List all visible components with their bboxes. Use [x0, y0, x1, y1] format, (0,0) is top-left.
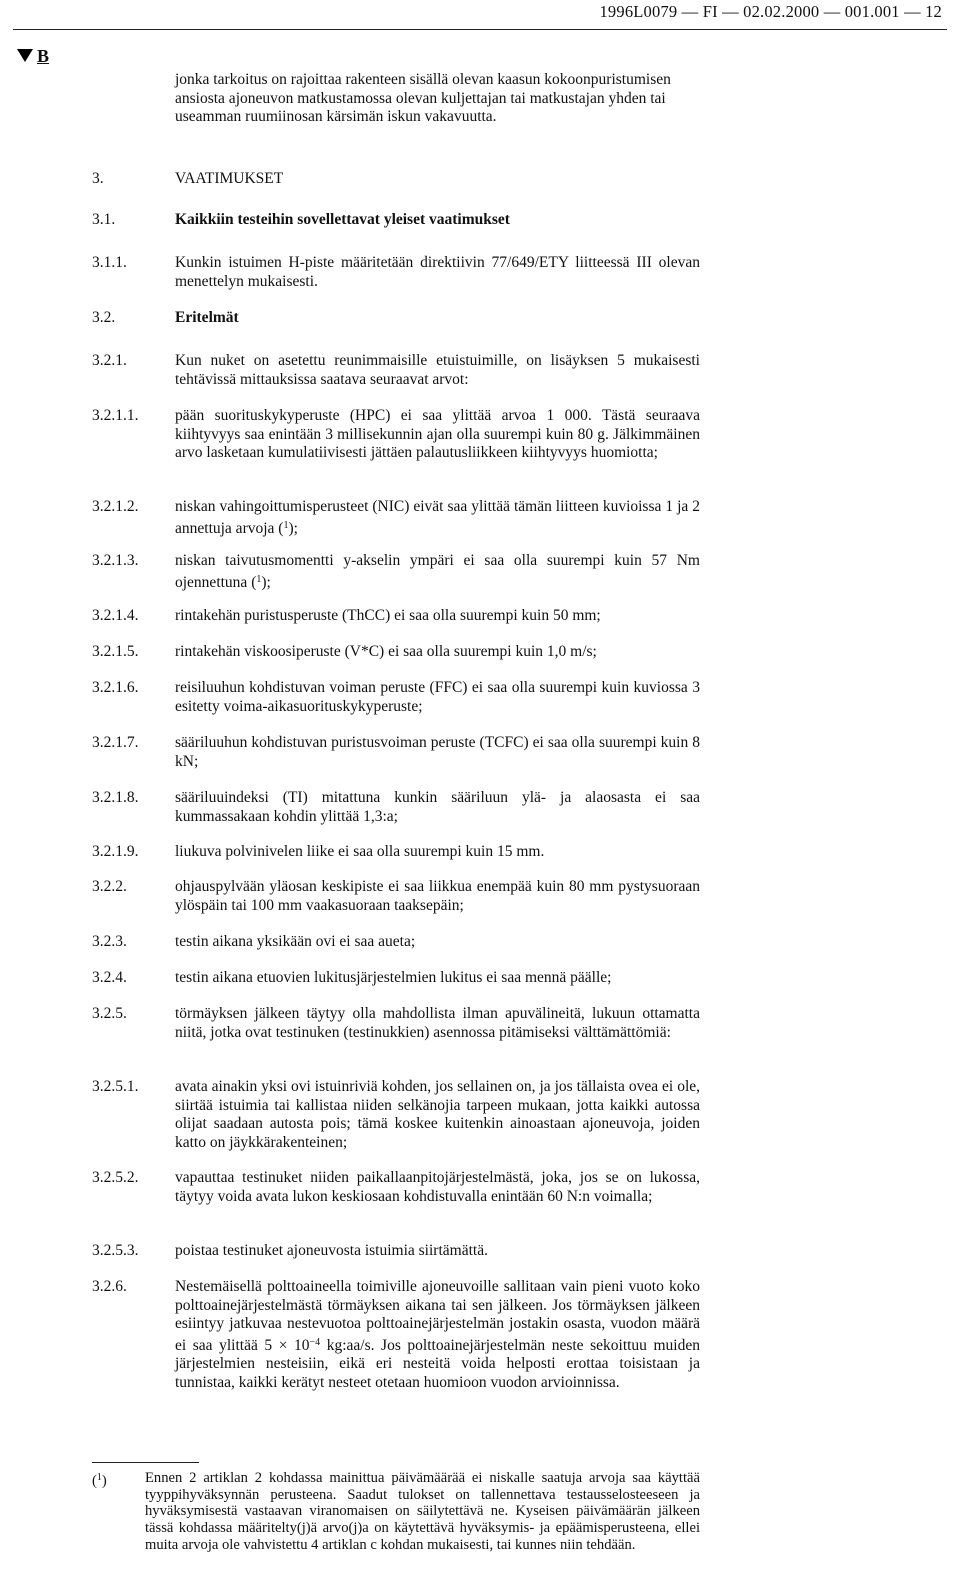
clause-number: 3.2.5.1. [92, 1078, 139, 1095]
clause-number: 3.2.5.2. [92, 1169, 139, 1186]
clause-tail: ; [293, 519, 298, 537]
clause-number: 3.2.1.6. [92, 679, 139, 696]
clause-text: Kun nuket on asetettu reunimmaisille etuistuimille, on lisäyksen 5 mukaisesti tehtävissä mittauksissa saatava seuraavat arvot: [175, 352, 700, 388]
clause-text: reisiluuhun kohdistuvan voiman peruste (FFC) ei saa olla suurempi kuin kuviossa 3 esitetty voima-aikasuorituskykyperuste; [175, 679, 700, 715]
clause-text: liukuva polvinivelen liike ei saa olla suurempi kuin 15 mm. [175, 843, 545, 860]
clause-text: ohjauspylvään yläosan keskipiste ei saa liikkua enempää kuin 80 mm pystysuoraan ylöspäin tai 100 mm vaakasuoraan taaksepäin; [175, 878, 700, 914]
clause [92, 1078, 700, 1152]
clause [92, 552, 700, 592]
clause-number: 3.2.1.3. [92, 552, 139, 569]
clause-text: niskan vahingoittumisperusteet (NIC) eivät saa ylittää tämän liitteen kuvioissa 1 ja 2 annettuja arvoja ($^1$); [175, 498, 700, 537]
clause-text: sääriluuindeksi (TI) mitattuna kunkin sääriluun ylä- ja alaosasta ei saa kummassakaan kohdin ylittää 1,3:a; [175, 789, 700, 825]
section-number: 3. [92, 170, 104, 187]
clause-text: törmäyksen jälkeen täytyy olla mahdollista ilman apuvälineitä, lukuun ottamatta niitä, jotka ovat testinuken (testinukkien) asennossa pitämiseksi välttämättömiä: [175, 1005, 700, 1041]
header-rule [13, 29, 947, 30]
clause [92, 254, 700, 291]
clause-tail: ; [266, 573, 271, 591]
intro-paragraph: jonka tarkoitus on rajoittaa rakenteen sisällä olevan kaasun kokoonpuristumisen ansiosta ajoneuvon matkustamossa olevan kuljettajan tai matkustajan yhden tai useamman ruumiinosan kärsimän iskun vakavuutta. [175, 71, 671, 126]
clause-text: Kunkin istuimen H-piste määritetään direktiivin 77/649/ETY liitteessä III olevan menettelyn mukaisesti. [175, 254, 700, 290]
section-number: 3.1. [92, 211, 116, 228]
footnote-ref: 1 [283, 519, 289, 531]
clause-number: 3.2.1.8. [92, 789, 139, 806]
clause-text: poistaa testinuket ajoneuvosta istuimia siirtämättä. [175, 1242, 488, 1259]
down-triangle-icon [17, 49, 33, 62]
clause-text: pään suorituskykyperuste (HPC) ei saa ylittää arvoa 1 000. Tästä seuraava kiihtyvyys saa enintään 3 millisekunnin ajan olla suurempi kuin 80 g. Jälkimmäinen arvo lasketaan kumulatiivisesti jättäen palautusliikkeen kiihtyvyys huomiotta; [175, 407, 700, 462]
clause [92, 933, 700, 952]
section-heading [92, 170, 700, 189]
clause [92, 1005, 700, 1042]
footnote [92, 1470, 700, 1554]
clause [92, 407, 700, 463]
clause [92, 1242, 700, 1261]
exponent: −4 [309, 1336, 321, 1348]
clause-number: 3.2.1.4. [92, 607, 139, 624]
clause-number: 3.2.6. [92, 1278, 127, 1295]
clause-number: 3.2.1.1. [92, 407, 139, 424]
clause [92, 734, 700, 771]
clause-body: niskan taivutusmomentti y-akselin ympäri ei saa olla suurempi kuin 57 Nm ojennettuna [175, 552, 700, 591]
clause [92, 789, 700, 826]
section-number: 3.2. [92, 309, 116, 326]
section-title: Kaikkiin testeihin sovellettavat yleiset vaatimukset [175, 211, 510, 228]
clause-number: 3.2.5. [92, 1005, 127, 1022]
clause-text: testin aikana yksikään ovi ei saa aueta; [175, 933, 416, 950]
clause-body: Nestemäisellä polttoaineella toimiville ajoneuvoille sallitaan vain pieni vuoto koko polttoainejärjestelmästä törmäyksen aikana tai sen jälkeen. Jos törmäyksen jälkeen esiintyy jatkuvaa nestevuotoa polttoainejärjestelmän jostakin osasta, vuodon määrä ei saa ylittää 5 × 10 [175, 1278, 700, 1354]
clause-tail: kg:aa/s. Jos polttoainejärjestelmän neste sekoittuu muiden järjestelmien nesteisiin, eikä eri nesteitä voida helposti erottaa toisistaan ja tunnistaa, kaikki kerätyt nesteet otetaan huomioon vuodon arvioinnissa. [175, 1336, 700, 1391]
clause-number: 3.1.1. [92, 254, 127, 271]
clause-text [175, 1278, 700, 1393]
footnote-text: Ennen 2 artiklan 2 kohdassa mainittua päivämäärää ei niskalle saatuja arvoja saa käyttää tyyppihyväksynnän perusteena. Saadut tulokset on tallennettava testausselosteeseen ja hyväksymisestä vastaavan viranomaisen on säilytettävä ne. Kyseisen päivämäärän jälkeen tässä kohdassa määritelty(j)ä arvo(j)a on käytettävä hyväksymis- ja epäämisperusteena, ellei muita arvoja ole vahvistettu 4 artiklan c kohdan mukaisesti, tai kunnes niin tehdään. [145, 1470, 700, 1553]
clause-number: 3.2.1.7. [92, 734, 139, 751]
clause [92, 607, 700, 626]
clause [92, 352, 700, 389]
clause [92, 1169, 700, 1206]
footnote-rule [92, 1462, 199, 1463]
clause-number: 3.2.5.3. [92, 1242, 139, 1259]
clause-number: 3.2.2. [92, 878, 127, 895]
clause-text: sääriluuhun kohdistuvan puristusvoiman peruste (TCFC) ei saa olla suurempi kuin 8 kN; [175, 734, 700, 770]
clause-text: rintakehän viskoosiperuste (V*C) ei saa olla suurempi kuin 1,0 m/s; [175, 643, 597, 660]
clause-number: 3.2.4. [92, 969, 127, 986]
amendment-marker [17, 46, 49, 67]
clause-number: 3.2.1. [92, 352, 127, 369]
footnote-ref: 1 [256, 573, 262, 585]
clause-text: rintakehän puristusperuste (ThCC) ei saa olla suurempi kuin 50 mm; [175, 607, 601, 624]
clause-text: testin aikana etuovien lukitusjärjestelmien lukitus ei saa mennä päälle; [175, 969, 612, 986]
clause-number: 3.2.1.9. [92, 843, 139, 860]
clause-body: niskan vahingoittumisperusteet (NIC) eivät saa ylittää tämän liitteen kuvioissa 1 ja 2 annettuja arvoja [175, 498, 700, 537]
subsection-heading [92, 309, 700, 328]
clause [92, 969, 700, 988]
clause-number: 3.2.1.5. [92, 643, 139, 660]
page-header: 1996L0079 — FI — 02.02.2000 — 001.001 — 12 [599, 2, 942, 21]
clause [92, 1278, 700, 1393]
clause [92, 643, 700, 662]
subsection-heading [92, 211, 700, 230]
clause [92, 498, 700, 538]
clause-text: niskan taivutusmomentti y-akselin ympäri ei saa olla suurempi kuin 57 Nm ojennettuna ($^1$); [175, 552, 700, 591]
footnote-number-value: 1 [96, 1472, 102, 1483]
clause [92, 679, 700, 716]
amendment-label: B [37, 46, 50, 66]
clause-number: 3.2.3. [92, 933, 127, 950]
section-title: VAATIMUKSET [175, 170, 284, 187]
footnote-number: ($^1$) [92, 1472, 107, 1489]
clause [92, 878, 700, 915]
section-title: Eritelmät [175, 309, 239, 326]
clause-number: 3.2.1.2. [92, 498, 139, 515]
clause-text: vapauttaa testinuket niiden paikallaanpitojärjestelmästä, joka, jos se on lukossa, täytyy voida avata lukon keskiosaan kohdistuvalla enintään 60 N:n voimalla; [175, 1169, 700, 1205]
clause [92, 843, 700, 862]
clause-text: avata ainakin yksi ovi istuinriviä kohden, jos sellainen on, ja jos tällaista ovea ei ole, siirtää istuimia tai kallistaa niiden selkänojia tarpeen mukaan, jotta kaikki autossa olijat saadaan autosta pois; tämä koskee kuitenkin ainoastaan ajoneuvoja, joiden katto on jäykkärakenteinen; [175, 1078, 700, 1151]
